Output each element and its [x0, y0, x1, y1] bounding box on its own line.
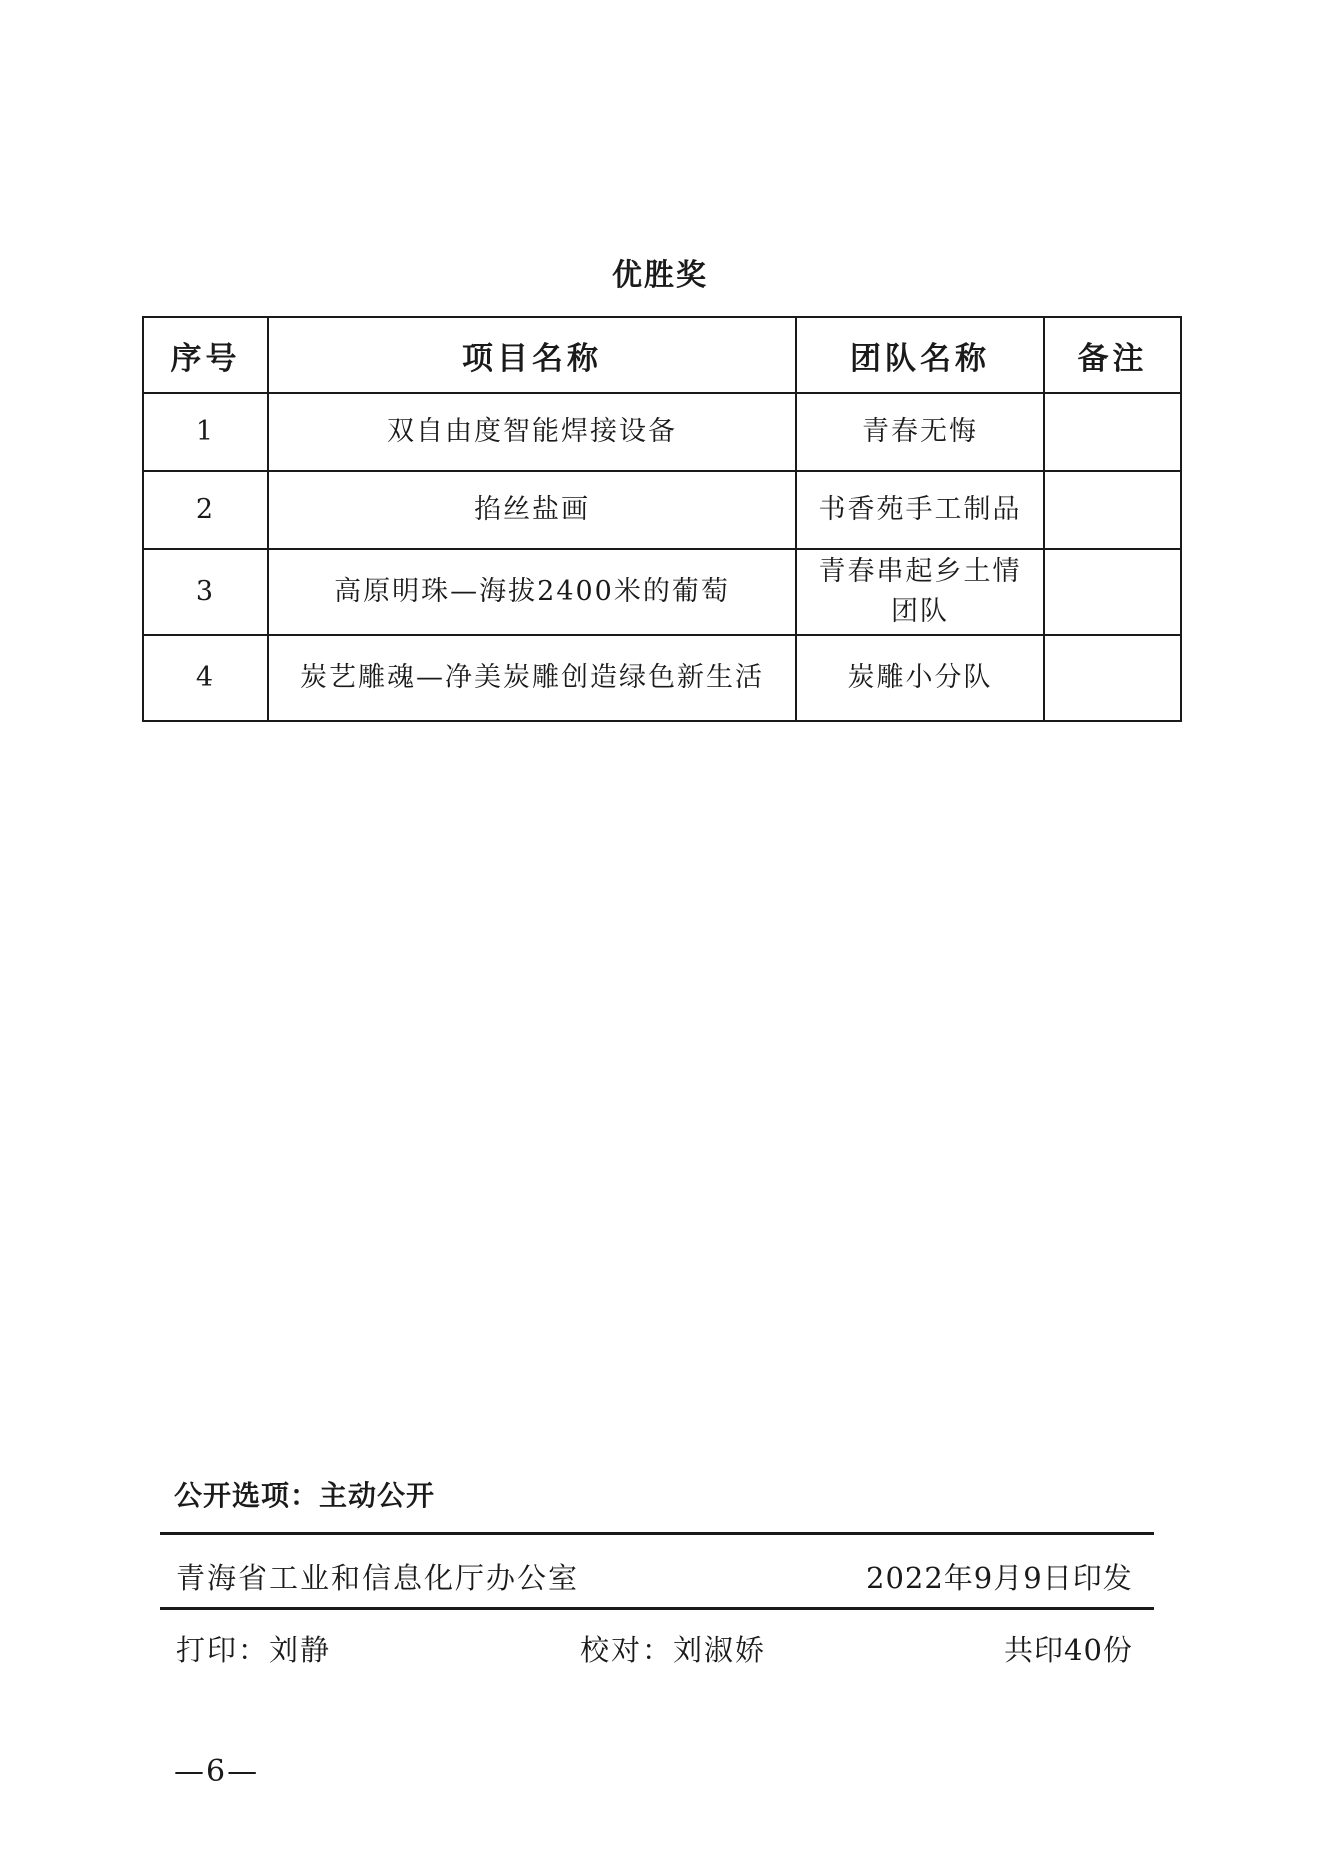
- copies: 共印40份: [1004, 1633, 1133, 1667]
- cell-project: 高原明珠—海拔2400米的葡萄: [268, 549, 796, 635]
- printer: 打印：刘静: [176, 1633, 332, 1667]
- header-note: 备注: [1044, 317, 1181, 393]
- section-title: 优胜奖: [612, 258, 708, 293]
- proofreader: 校对：刘淑娇: [580, 1633, 767, 1667]
- award-table: [142, 316, 1182, 722]
- cell-note: [1044, 471, 1181, 549]
- cell-team: 青春无悔: [796, 393, 1044, 471]
- footer-divider-bottom: [160, 1607, 1154, 1610]
- table-row: [143, 393, 1181, 471]
- cell-no: 2: [143, 471, 268, 549]
- table-row: [143, 549, 1181, 635]
- cell-project: 双自由度智能焊接设备: [268, 393, 796, 471]
- cell-team: 青春串起乡土情团队: [796, 549, 1044, 635]
- header-project: 项目名称: [268, 317, 796, 393]
- cell-project: 炭艺雕魂—净美炭雕创造绿色新生活: [268, 635, 796, 721]
- page-number: —6—: [174, 1754, 260, 1789]
- cell-team: 书香苑手工制品: [796, 471, 1044, 549]
- cell-note: [1044, 635, 1181, 721]
- cell-note: [1044, 393, 1181, 471]
- header-team: 团队名称: [796, 317, 1044, 393]
- table-header-row: [143, 317, 1181, 393]
- footer-divider-top: [160, 1532, 1154, 1535]
- cell-note: [1044, 549, 1181, 635]
- cell-no: 1: [143, 393, 268, 471]
- disclosure-option: 公开选项：主动公开: [174, 1479, 436, 1512]
- cell-project: 掐丝盐画: [268, 471, 796, 549]
- table-row: [143, 635, 1181, 721]
- issuer: 青海省工业和信息化厅办公室: [176, 1561, 580, 1595]
- header-no: 序号: [143, 317, 268, 393]
- issue-date: 2022年9月9日印发: [866, 1561, 1133, 1595]
- cell-no: 3: [143, 549, 268, 635]
- cell-no: 4: [143, 635, 268, 721]
- cell-team: 炭雕小分队: [796, 635, 1044, 721]
- table-row: [143, 471, 1181, 549]
